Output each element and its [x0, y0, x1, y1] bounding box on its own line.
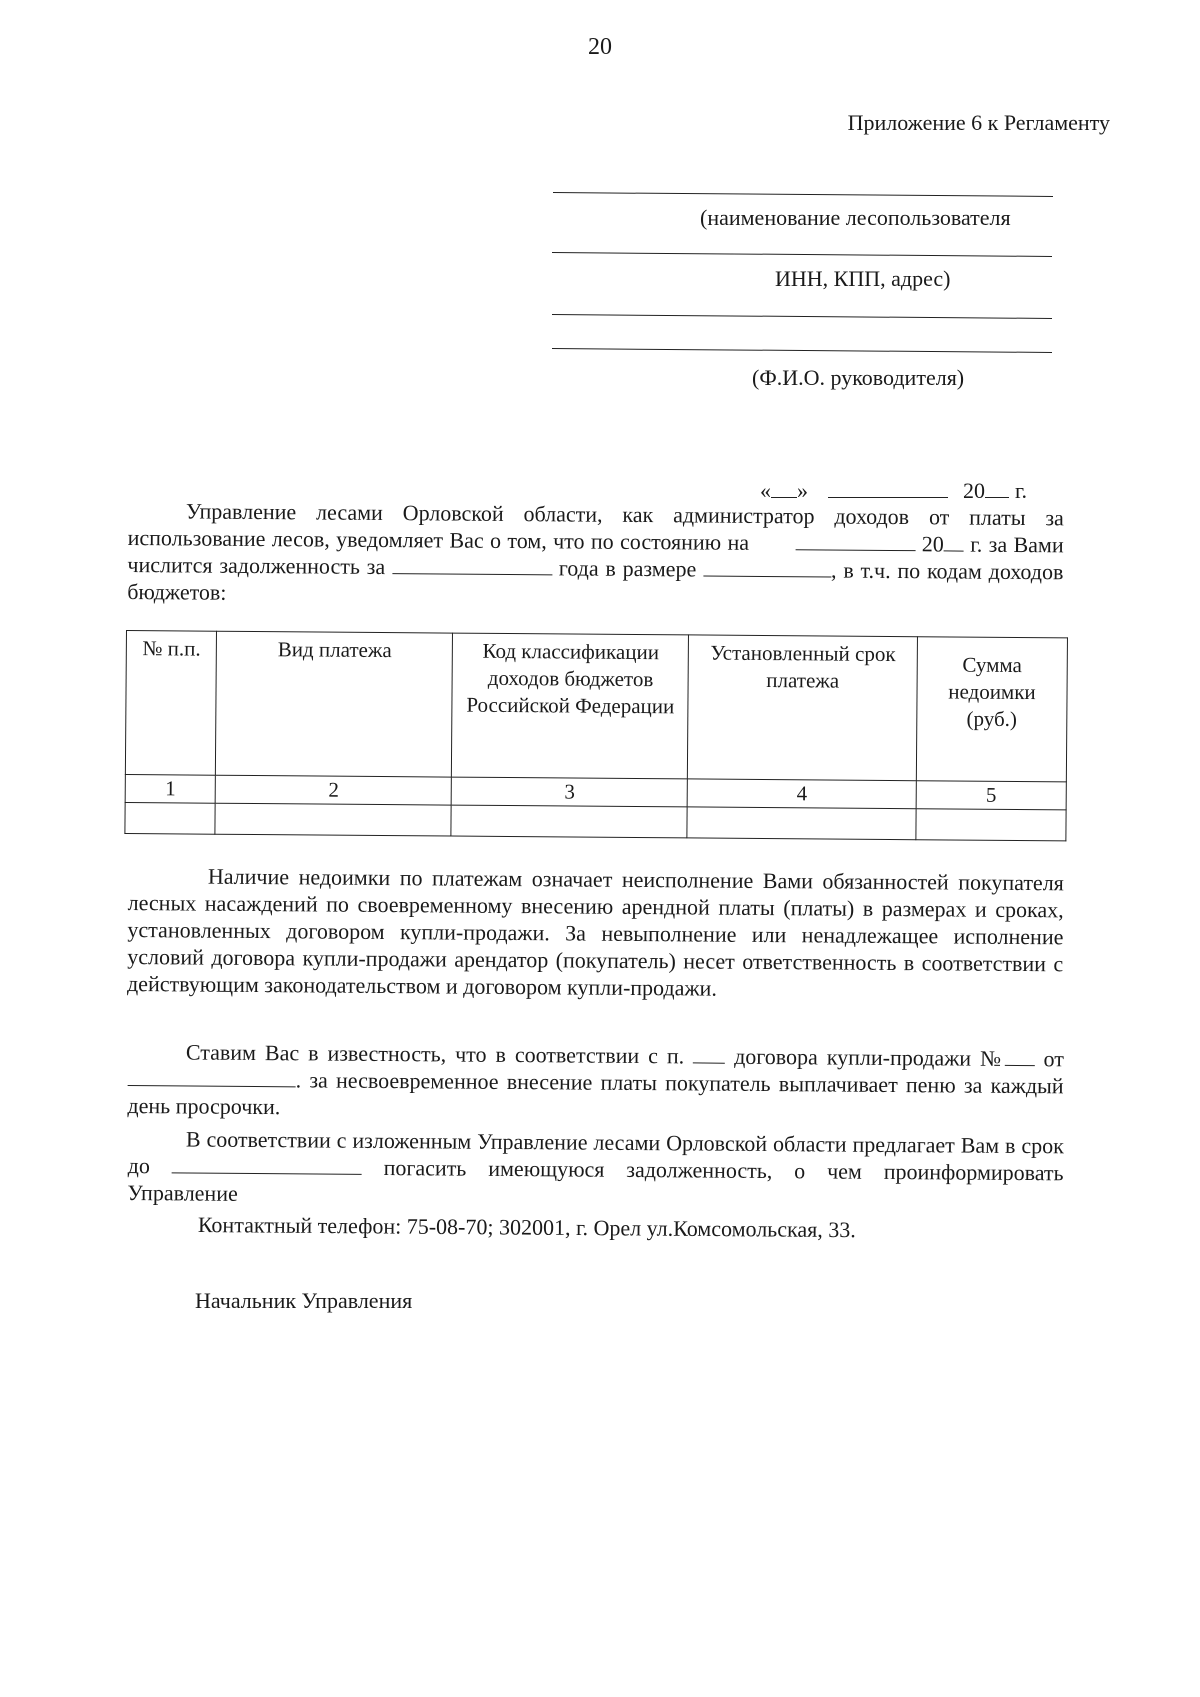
header-payment-type: Вид платежа — [216, 631, 453, 777]
notice-paragraph-4: В соответствии с изложенным Управление лесами Орловской области предлагает Вам в срок до погасить имеющуюся задолженность, о чем проинформировать Управление — [127, 1126, 1064, 1206]
table-cell — [125, 802, 216, 834]
table-cell — [215, 803, 451, 836]
table-header-row — [125, 631, 1067, 782]
annex-title: Приложение 6 к Регламенту — [847, 110, 1110, 135]
header-classification-code: Код классификации доходов бюджетов Российской Федерации — [452, 633, 689, 779]
table-cell: 5 — [916, 781, 1066, 810]
header-due-date: Установленный срок платежа — [688, 635, 918, 781]
contact-info: Контактный телефон: 75-08-70; 302001, г. Орел ул.Комсомольская, 33. — [197, 1212, 856, 1243]
table-row — [125, 802, 1066, 840]
notice-paragraph-1: Управление лесами Орловской области, как администратор доходов от платы за использование лесов, уведомляет Вас о том, что по состоянию на 20 г. за Вами числится задолженность за года в размере , в т.ч. по кодам доходов бюджетов: — [127, 498, 1064, 605]
notice-paragraph-2: Наличие недоимки по платежам означает неисполнение Вами обязанностей покупателя лесных насаждений по своевременному внесению арендной платы (платы) в размерах и сроках, установленных договором купли-продажи. За невыполнение или ненадлежащее исполнение условий договора купли-продажи арендатор (покупатель) несет ответственность в соответствии с действующим законодательством и договором купли-продажи. — [126, 863, 1064, 1001]
table-cell — [687, 807, 916, 840]
caption-head-name: (Ф.И.О. руководителя) — [752, 365, 965, 390]
table-cell: 1 — [125, 774, 216, 803]
table-cell — [916, 809, 1066, 841]
date-line: « » 20 г. — [760, 478, 1028, 503]
recipient-line-2 — [552, 252, 1052, 257]
table-cell: 2 — [216, 775, 452, 805]
table-cell — [451, 805, 687, 838]
debt-table — [124, 630, 1068, 841]
recipient-line-4 — [552, 348, 1052, 353]
table-cell: 4 — [688, 779, 917, 809]
caption-lessee-name: (наименование лесопользователя — [700, 205, 1011, 230]
recipient-line-3 — [552, 314, 1052, 319]
caption-inn-kpp-address: ИНН, КПП, адрес) — [775, 266, 951, 291]
table-cell: 3 — [452, 777, 688, 807]
page-number: 20 — [588, 34, 612, 60]
header-arrears-amount: Сумма недоимки (руб.) — [916, 637, 1067, 782]
notice-paragraph-3: Ставим Вас в известность, что в соответствии с п. договора купли-продажи № от . за несвоевременное внесение платы покупатель выплачивает пеню за каждый день просрочки. — [127, 1039, 1064, 1120]
header-number: № п.п. — [125, 631, 216, 776]
recipient-line-1 — [553, 192, 1053, 197]
signature-title: Начальник Управления — [195, 1288, 413, 1313]
